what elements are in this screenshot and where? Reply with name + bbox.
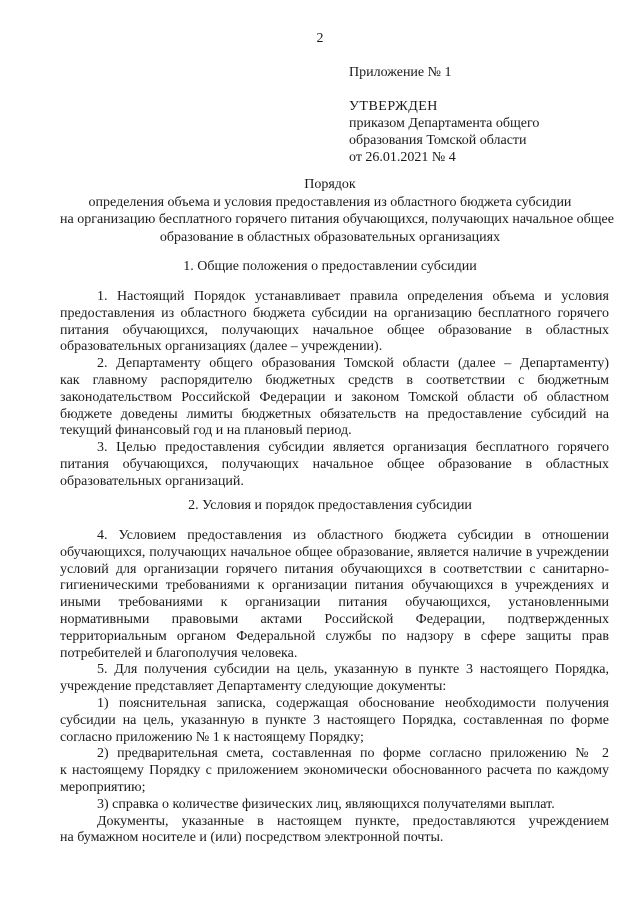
text-line: нормативными правовыми актами Российской Федерации, подтвержденных bbox=[60, 611, 609, 627]
title-line: на организацию бесплатного горячего питания обучающихся, получающих начальное общее bbox=[60, 212, 614, 227]
text-line: к настоящему Порядку с приложением экономически обоснованного расчета по каждому bbox=[60, 763, 609, 779]
approval-line: от 26.01.2021 № 4 bbox=[349, 150, 456, 165]
text-line: питания обучающихся, получающих начальное общее образование в областных bbox=[60, 456, 609, 472]
text-line: потребителей и благополучия человека. bbox=[60, 645, 298, 661]
text-line: 3) справка о количестве физических лиц, являющихся получателями выплат. bbox=[97, 796, 555, 812]
text-line: на бумажном носителе и (или) посредством электронной почты. bbox=[60, 830, 444, 846]
text-line: 1. Настоящий Порядок устанавливает правила определения объема и условия bbox=[97, 289, 609, 304]
text-line: иными требованиями к организации питания обучающихся, установленными bbox=[60, 595, 609, 611]
paragraphs-conditions bbox=[60, 528, 609, 847]
text-line: 4. Условием предоставления из областного бюджета субсидии в отношении bbox=[97, 528, 609, 543]
text-line: бюджете доведены лимиты бюджетных обязательств на предоставление субсидий на bbox=[60, 406, 609, 422]
appendix-label: Приложение № 1 bbox=[349, 65, 452, 80]
text-line: 1) пояснительная записка, содержащая обоснование необходимости получения bbox=[97, 695, 609, 711]
title-line: образование в областных образовательных организациях bbox=[159, 229, 501, 245]
text-line: 3. Целью предоставления субсидии является организация бесплатного горячего bbox=[97, 440, 609, 456]
text-line: территориальным органом Федеральной службы по надзору в сфере защиты прав bbox=[60, 628, 609, 644]
approval-line: образования Томской области bbox=[349, 133, 527, 148]
section-heading-2: 2. Условия и порядок предоставления субсидии bbox=[188, 498, 472, 513]
approval-head: УТВЕРЖДЕН bbox=[349, 99, 438, 114]
paragraphs-general bbox=[60, 289, 609, 491]
text-line: 5. Для получения субсидии на цель, указанную в пункте 3 настоящего Порядка, bbox=[97, 662, 609, 678]
text-line: Документы, указанные в настоящем пункте, предоставляются учреждением bbox=[97, 813, 609, 829]
text-line: образовательных организаций. bbox=[60, 473, 244, 489]
text-line: как главному распорядителю бюджетных средств в соответствии с бюджетным bbox=[60, 372, 609, 388]
text-line: гигиеническими требованиями к организации питания обучающихся в учреждениях и bbox=[60, 578, 609, 594]
text-line: условий для организации горячего питания обучающихся в соответствии с санитарно- bbox=[60, 561, 609, 577]
text-line: субсидии на цель, указанную в пункте 3 настоящего Порядка, составленная по форме bbox=[60, 712, 609, 728]
approval-line: приказом Департамента общего bbox=[349, 116, 540, 131]
text-line: предоставления из областного бюджета субсидии на организацию бесплатного горячего bbox=[60, 305, 609, 321]
text-line: 2) предварительная смета, составленная по форме согласно приложению № 2 bbox=[97, 746, 609, 762]
text-line: текущий финансовый год и на плановый период. bbox=[60, 423, 352, 439]
text-line: обучающихся, получающих начальное общее образование, является наличие в учреждении bbox=[60, 544, 609, 560]
document-title bbox=[60, 176, 614, 246]
text-line: образовательных организациях (далее – учреждении). bbox=[60, 339, 383, 355]
title-word: Порядок bbox=[304, 177, 356, 192]
approval-stamp bbox=[349, 98, 539, 166]
title-line: определения объема и условия предоставления из областного бюджета субсидии bbox=[88, 194, 572, 210]
text-line: учреждение представляет Департаменту следующие документы: bbox=[60, 679, 447, 695]
page-number: 2 bbox=[316, 31, 324, 46]
text-line: 2. Департаменту общего образования Томской области (далее – Департаменту) bbox=[97, 356, 609, 372]
section-heading-1: 1. Общие положения о предоставлении субсидии bbox=[183, 259, 477, 274]
text-line: согласно приложению № 1 к настоящему Порядку; bbox=[60, 729, 364, 745]
text-line: законодательством Российской Федерации и законом Томской области об областном bbox=[60, 389, 609, 405]
text-line: мероприятию; bbox=[60, 779, 146, 795]
text-line: питания обучающихся, получающих начальное общее образование в областных bbox=[60, 322, 609, 338]
